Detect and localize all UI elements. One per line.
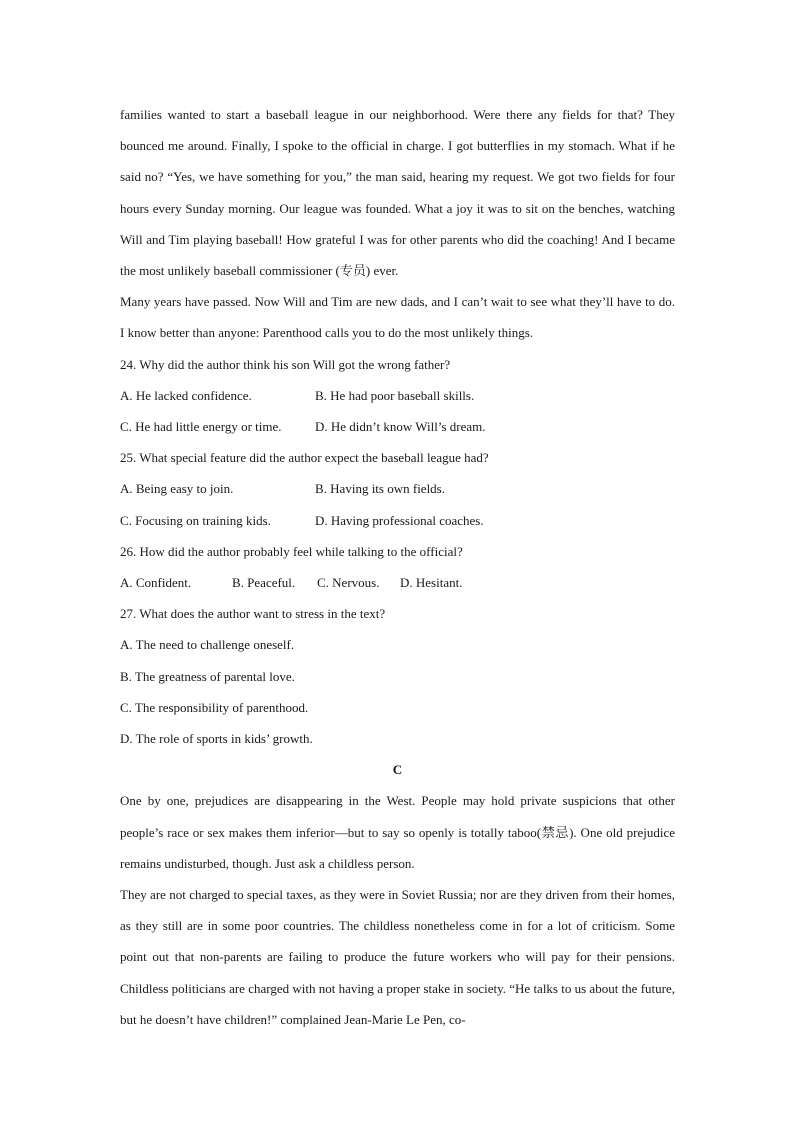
question-24-stem: 24. Why did the author think his son Will got the wrong father? [120,356,451,372]
option-24-b: B. He had poor baseball skills. [315,387,475,403]
option-25-a: A. Being easy to join. [120,481,234,497]
option-27-a: A. The need to challenge oneself. [120,637,295,653]
option-24-a: A. He lacked confidence. [120,387,252,403]
question-24-options-row1 [120,380,675,411]
document-body [120,99,675,1035]
section-c-paragraph: They are not charged to special taxes, as they were in Soviet Russia; nor are they driven from their homes, as they still are in some poor countries. The childless nonetheless come in for a lot of criticism. Some point out that non-parents are failing to produce the future workers who will pay for their pensions. Childless politicians are charged with not having a proper stake in society. “He talks to us about the future, but he doesn’t have children!” complained Jean-Marie Le Pen, co- [120,887,675,1027]
option-27-d: D. The role of sports in kids’ growth. [120,731,313,747]
question-25-stem: 25. What special feature did the author expect the baseball league had? [120,450,489,466]
question-26-options [120,567,675,598]
option-25-b: B. Having its own fields. [315,481,445,497]
question-26-stem: 26. How did the author probably feel while talking to the official? [120,543,463,559]
option-27-b: B. The greatness of parental love. [120,668,295,684]
question-27-stem: 27. What does the author want to stress in the text? [120,606,386,622]
option-26-c: C. Nervous. [317,575,380,591]
option-26-a: A. Confident. [120,575,192,591]
option-25-d: D. Having professional coaches. [315,512,484,528]
option-24-c: C. He had little energy or time. [120,419,282,435]
passage-b-paragraph: families wanted to start a baseball league in our neighborhood. Were there any fields for that? They bounced me around. Finally, I spoke to the official in charge. I got butterflies in my stomach. What if he said no? “Yes, we have something for you,” the man said, hearing my request. We got two fields for four hours every Sunday morning. Our league was founded. What a joy it was to sit on the benches, watching Will and Tim playing baseball! How grateful I was for other parents who did the coaching! And I became the most unlikely baseball commissioner (专员) ever. [120,107,675,279]
section-c-paragraph: One by one, prejudices are disappearing in the West. People may hold private suspicions that other people’s race or sex makes them inferior—but to say so openly is totally taboo(禁忌). One old prejudice remains undisturbed, though. Just ask a childless person. [120,793,675,871]
section-c-heading: C [392,762,403,778]
option-24-d: D. He didn’t know Will’s dream. [315,419,486,435]
question-24-options-row2 [120,411,675,442]
option-26-b: B. Peaceful. [232,575,296,591]
option-27-c: C. The responsibility of parenthood. [120,699,309,715]
question-25-options-row2 [120,505,675,536]
option-26-d: D. Hesitant. [400,575,463,591]
question-25-options-row1 [120,473,675,504]
option-25-c: C. Focusing on training kids. [120,512,271,528]
passage-b-paragraph: Many years have passed. Now Will and Tim are new dads, and I can’t wait to see what they’ll have to do. I know better than anyone: Parenthood calls you to do the most unlikely things. [120,294,675,341]
